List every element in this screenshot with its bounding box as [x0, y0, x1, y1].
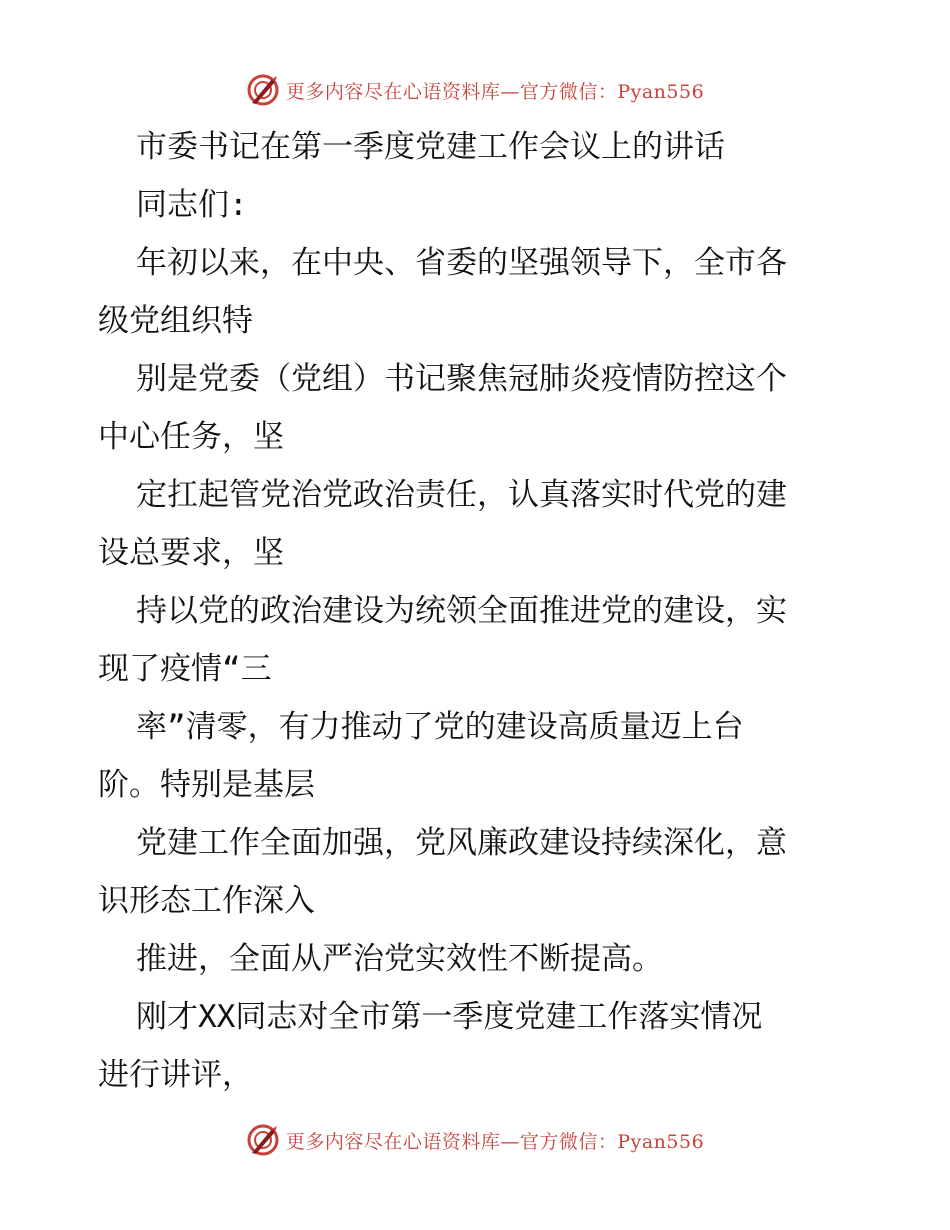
text-line: 刚才XX同志对全市第一季度党建工作落实情况	[136, 999, 763, 1035]
watermark-banner-bottom	[0, 1120, 950, 1160]
text-line: 同志们:	[136, 187, 248, 223]
watermark-text: 更多内容尽在心语资料库—官方微信：Pyan556	[285, 80, 705, 103]
text-line: 设总要求，坚	[98, 535, 284, 571]
text-line: 阶。特别是基层	[98, 767, 315, 803]
text-line: 党建工作全面加强，党风廉政建设持续深化，意	[136, 825, 787, 861]
document-body	[98, 118, 858, 1104]
text-line: 年初以来，在中央、省委的坚强领导下，全市各	[136, 245, 787, 281]
text-line: 率”清零，有力推动了党的建设高质量迈上台	[136, 709, 744, 745]
text-line: 级党组织特	[98, 303, 253, 339]
quill-logo-icon	[246, 1123, 280, 1157]
text-line: 识形态工作深入	[98, 883, 315, 919]
text-line: 现了疫情“三	[98, 651, 272, 687]
watermark-banner-top	[0, 70, 950, 110]
text-line: 市委书记在第一季度党建工作会议上的讲话	[136, 129, 725, 165]
text-line: 推进，全面从严治党实效性不断提高。	[136, 941, 663, 977]
text-line: 持以党的政治建设为统领全面推进党的建设，实	[136, 593, 787, 629]
text-line: 别是党委（党组）书记聚焦冠肺炎疫情防控这个	[136, 361, 787, 397]
text-line: 定扛起管党治党政治责任，认真落实时代党的建	[136, 477, 787, 513]
text-line: 中心任务，坚	[98, 419, 284, 455]
text-line: 进行讲评，	[98, 1057, 253, 1093]
quill-logo-icon	[246, 73, 280, 107]
watermark-text: 更多内容尽在心语资料库—官方微信：Pyan556	[285, 1130, 705, 1153]
